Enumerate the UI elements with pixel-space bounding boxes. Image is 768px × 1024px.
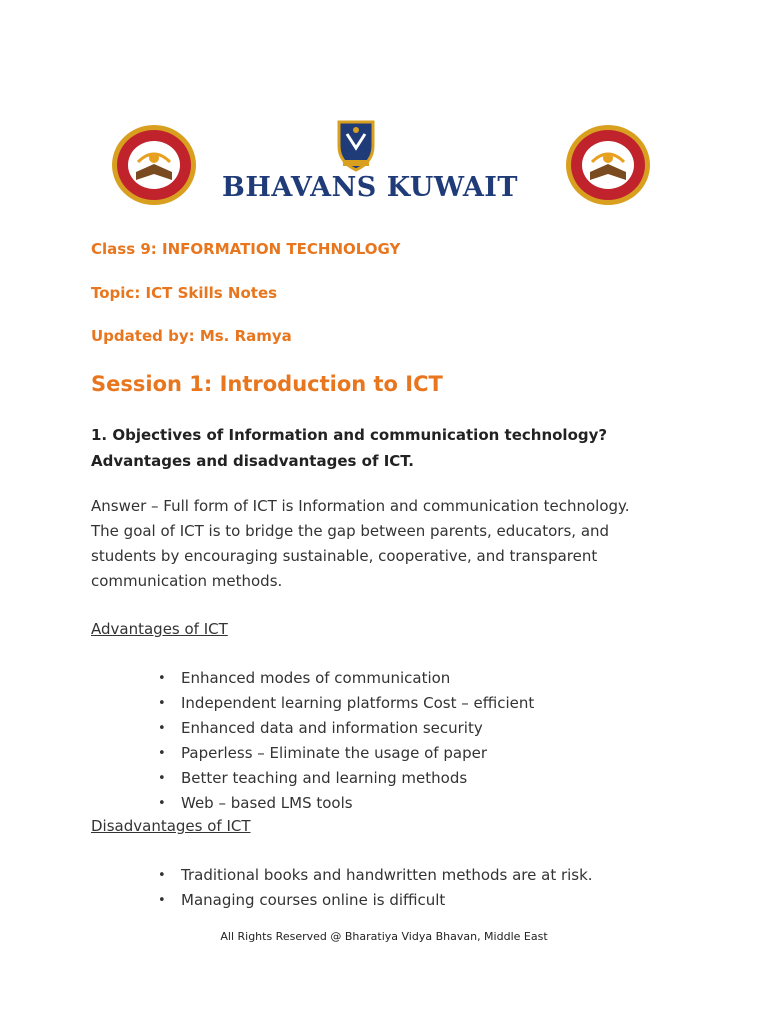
list-item: • Better teaching and learning methods — [156, 766, 534, 791]
list-item: • Independent learning platforms Cost – efficient — [156, 691, 534, 716]
answer-line: students by encouraging sustainable, cooperative, and transparent — [91, 547, 598, 565]
list-item: • Paperless – Eliminate the usage of paper — [156, 741, 534, 766]
list-item: • Enhanced modes of communication — [156, 666, 534, 691]
disadvantages-list — [156, 863, 593, 913]
answer-line: The goal of ICT is to bridge the gap between parents, educators, and — [91, 522, 610, 540]
topic-line: Topic: ICT Skills Notes — [91, 284, 278, 302]
answer-line: communication methods. — [91, 572, 283, 590]
school-seal-right-logo — [565, 124, 651, 206]
answer-line: Answer – Full form of ICT is Information and communication technology. — [91, 497, 630, 515]
school-brand-name: BHAVANS KUWAIT — [222, 172, 519, 203]
disadvantages-heading: Disadvantages of ICT — [91, 817, 251, 835]
list-item: • Traditional books and handwritten methods are at risk. — [156, 863, 593, 888]
list-item: • Web – based LMS tools — [156, 791, 534, 816]
advantages-list — [156, 666, 534, 816]
session-title: Session 1: Introduction to ICT — [91, 372, 443, 396]
list-item: • Enhanced data and information security — [156, 716, 534, 741]
list-item: • Managing courses online is difficult — [156, 888, 593, 913]
question-line: 1. Objectives of Information and communication technology? — [91, 426, 608, 444]
updated-by-line: Updated by: Ms. Ramya — [91, 327, 292, 345]
answer-paragraph — [91, 494, 691, 594]
question-line: Advantages and disadvantages of ICT. — [91, 452, 414, 470]
school-seal-left-logo — [111, 124, 197, 206]
class-line: Class 9: INFORMATION TECHNOLOGY — [91, 240, 401, 258]
footer-copyright: All Rights Reserved @ Bharatiya Vidya Bhavan, Middle East — [220, 930, 548, 943]
bhavans-crest-logo — [331, 116, 381, 174]
question-heading — [91, 422, 711, 474]
advantages-heading: Advantages of ICT — [91, 620, 228, 638]
